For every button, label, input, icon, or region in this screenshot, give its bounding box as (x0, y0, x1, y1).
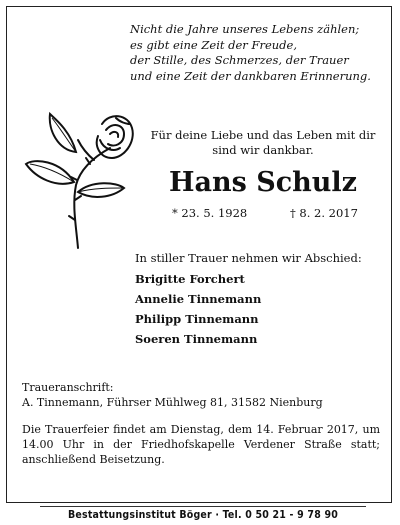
mourning-address (22, 380, 382, 410)
quote-line-1: Nicht die Jahre unseres Lebens zählen; (130, 22, 360, 36)
quote-line-4: und eine Zeit der dankbaren Erinnerung. (130, 68, 371, 83)
quote-line-3: der Stille, des Schmerzes, der Trauer (130, 53, 349, 67)
death-date: † 8. 2. 2017 (290, 206, 358, 220)
memorial-quote (130, 22, 385, 84)
address-label: Traueranschrift: (22, 381, 114, 394)
thanks-line-2: sind wir dankbar. (212, 143, 314, 157)
birth-date: * 23. 5. 1928 (172, 206, 248, 220)
service-info: Die Trauerfeier findet am Dienstag, dem 14. Februar 2017, um 14.00 Uhr in der Friedhofskapelle Verdener Straße statt; anschließend Beisetzung. (22, 423, 380, 466)
farewell-line: In stiller Trauer nehmen wir Abschied: (135, 251, 362, 265)
deceased-name: Hans Schulz (168, 167, 358, 198)
mourner-name: Soeren Tinnemann (135, 332, 258, 346)
mourner-name: Philipp Tinnemann (135, 312, 259, 326)
thanks-line-1: Für deine Liebe und das Leben mit dir (150, 128, 376, 142)
funeral-home-footer: Bestattungsinstitut Böger · Tel. 0 50 21 - 9 78 90 (40, 506, 366, 523)
mourners-list (135, 269, 395, 349)
mourner-name: Brigitte Forchert (135, 272, 245, 286)
address-text: A. Tinnemann, Führser Mühlweg 81, 31582 Nienburg (22, 396, 323, 409)
mourner-name: Annelie Tinnemann (135, 292, 262, 306)
thanks-text (128, 128, 398, 158)
quote-line-2: es gibt eine Zeit der Freude, (130, 37, 297, 52)
rose-icon (20, 100, 140, 250)
